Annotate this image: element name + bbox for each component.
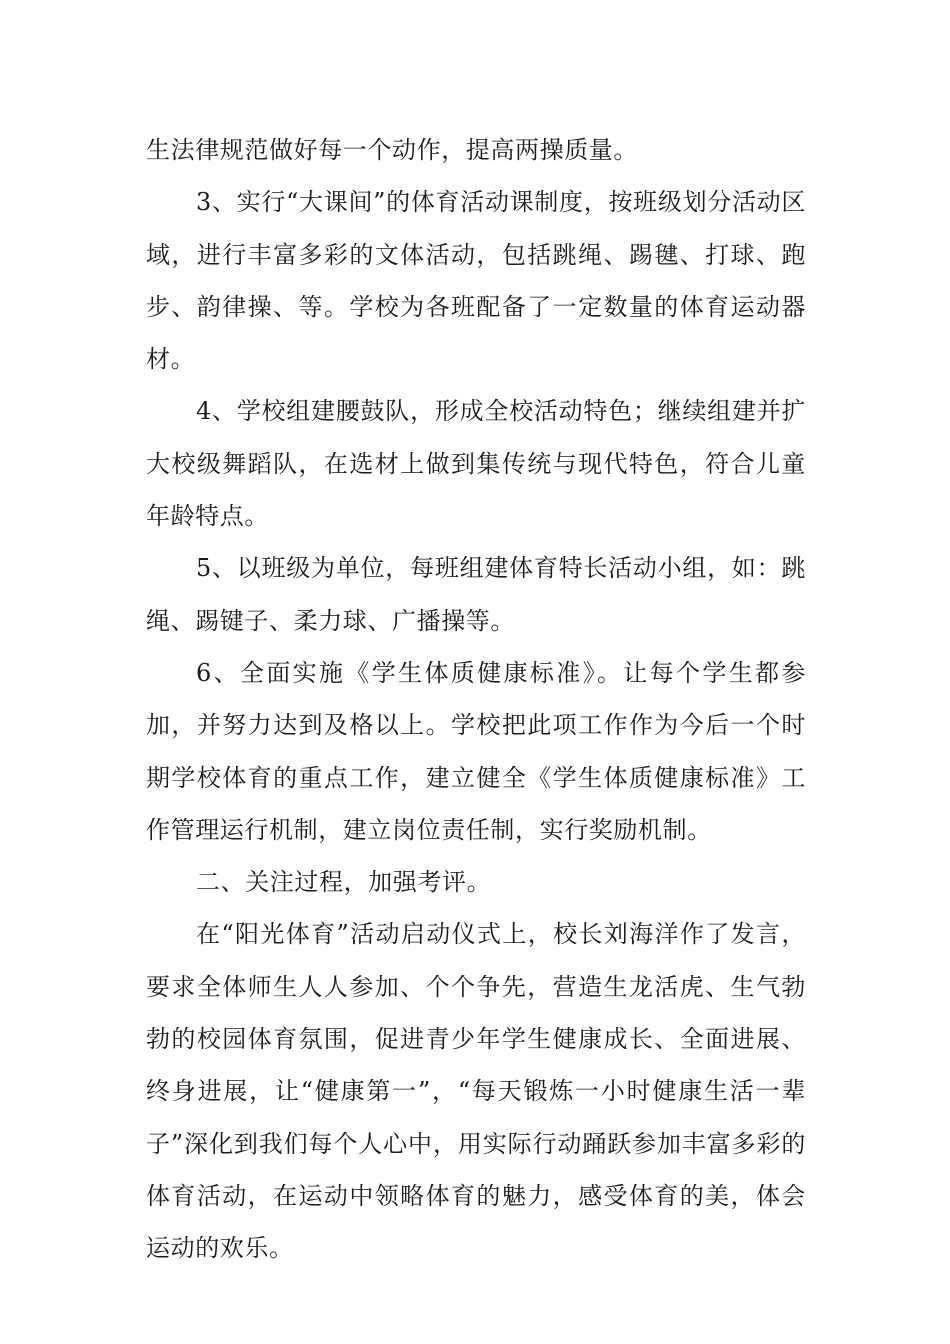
document-body [146,124,806,1275]
paragraph-continuation: 生法律规范做好每一个动作，提高两操质量。 [146,136,638,164]
paragraph-item-6: 6、全面实施《学生体质健康标准》。让每个学生都参加，并努力达到及格以上。学校把此项工作作为今后一个时期学校体育的重点工作，建立健全《学生体质健康标准》工作管理运行机制，建立岗位责任制，实行奖励机制。 [146,658,806,844]
section-heading-2: 二、关注过程，加强考评。 [196,868,492,897]
paragraph-item-5: 5、以班级为单位，每班组建体育特长活动小组，如：跳绳、踢键子、柔力球、广播操等。 [146,554,806,635]
paragraph-item-4: 4、学校组建腰鼓队，形成全校活动特色；继续组建并扩大校级舞蹈队，在选材上做到集传统与现代特色，符合儿童年龄特点。 [146,397,806,531]
paragraph-section-2-body: 在“阳光体育”活动启动仪式上，校长刘海洋作了发言，要求全体师生人人参加、个个争先，营造生龙活虎、生气勃勃的校园体育氛围，促进青少年学生健康成长、全面进展、终身进展，让“健康第一”，“每天锻炼一小时健康生活一辈子”深化到我们每个人心中，用实际行动踊跃参加丰富多彩的体育活动，在运动中领略体育的魅力，感受体育的美，体会运动的欢乐。 [146,920,806,1263]
paragraph-item-3: 3、实行“大课间”的体育活动课制度，按班级划分活动区域，进行丰富多彩的文体活动，包括跳绳、踢毽、打球、跑步、韵律操、等。学校为各班配备了一定数量的体育运动器材。 [146,188,806,374]
